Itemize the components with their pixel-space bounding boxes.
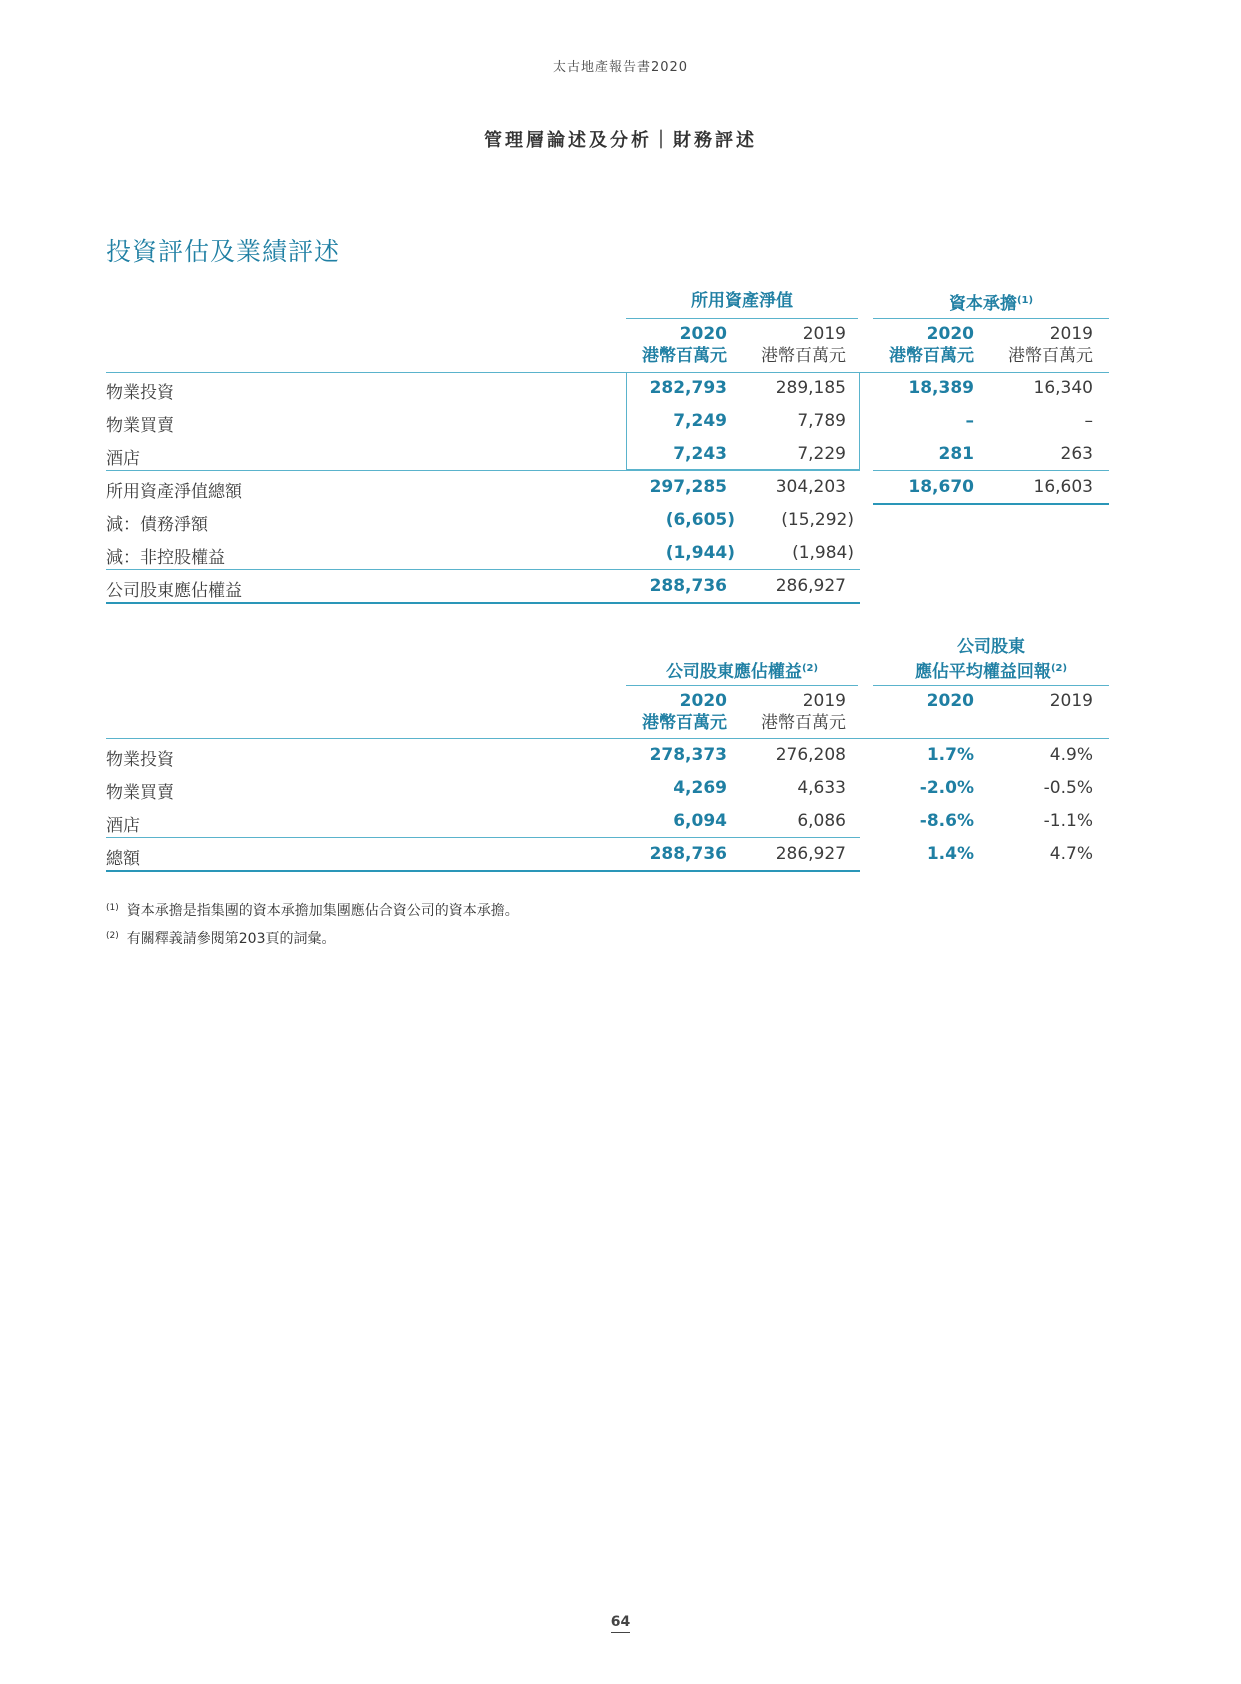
row-rule (873, 470, 1109, 471)
cell-value: -8.6% (919, 811, 974, 831)
page-number: 64 (0, 1614, 1241, 1630)
col-header-2019: 2019 港幣百萬元 (1008, 324, 1093, 366)
cell-value: 4.9% (1049, 745, 1093, 765)
cell-value: 7,249 (673, 411, 727, 431)
footnote: $^{(1)}$ 資本承擔是指集團的資本承擔加集團應佔合資公司的資本承擔。 (106, 903, 519, 919)
group-header-net-assets: 所用資產淨值 (691, 291, 793, 311)
cell-value: 278,373 (649, 745, 727, 765)
cell-value: 18,670 (908, 477, 974, 497)
footnote: $^{(2)}$ 有關釋義請參閱第203頁的詞彙。 (106, 931, 336, 947)
cell-value: 16,603 (1033, 477, 1093, 497)
header-rule (106, 372, 1109, 373)
cell-value: – (965, 411, 974, 431)
cell-value: 7,789 (797, 411, 846, 431)
cell-value: 1.7% (926, 745, 974, 765)
cell-value: 286,927 (775, 576, 846, 596)
col-header-2019: 2019 港幣百萬元 (761, 691, 846, 733)
cell-value: – (1084, 411, 1093, 431)
group-rule (626, 685, 858, 686)
cell-value: (1,944) (665, 543, 735, 563)
section-heading: 管理層論述及分析｜財務評述 (484, 130, 757, 151)
row-rule (106, 470, 860, 471)
cell-value: 1.4% (926, 844, 974, 864)
total-rule (106, 870, 860, 872)
row-rule (106, 569, 860, 570)
cell-value: 6,086 (797, 811, 846, 831)
cell-value: (15,292) (781, 510, 854, 530)
row-label: 減：非控股權益 (106, 548, 225, 568)
row-label: 所用資產淨值總額 (106, 482, 242, 502)
cell-value: 18,389 (908, 378, 974, 398)
cell-value: -0.5% (1043, 778, 1093, 798)
group-header-capital-commitments: 資本承擔$^{(1)}$ (948, 294, 1034, 314)
cell-value: 276,208 (775, 745, 846, 765)
cell-value: -2.0% (919, 778, 974, 798)
row-rule (106, 837, 860, 838)
cell-value: (6,605) (665, 510, 735, 530)
row-label: 減：債務淨額 (106, 515, 208, 535)
total-rule (106, 602, 860, 604)
cell-value: 304,203 (775, 477, 846, 497)
header-rule (106, 738, 1109, 739)
row-label: 酒店 (106, 816, 140, 836)
cell-value: 6,094 (673, 811, 727, 831)
row-label: 酒店 (106, 449, 140, 469)
cell-value: 263 (1060, 444, 1093, 464)
cell-value: 16,340 (1033, 378, 1093, 398)
cell-value: 288,736 (649, 844, 727, 864)
row-label: 公司股東應佔權益 (106, 581, 242, 601)
row-label: 物業買賣 (106, 783, 174, 803)
cell-value: -1.1% (1043, 811, 1093, 831)
group-header-return-line1: 公司股東 (957, 637, 1025, 657)
cell-value: 4,269 (673, 778, 727, 798)
cell-value: 4,633 (797, 778, 846, 798)
footnote-ref: (1) (1016, 295, 1034, 306)
cell-value: 7,243 (673, 444, 727, 464)
col-header-2019: 2019 港幣百萬元 (761, 324, 846, 366)
cell-value: 281 (938, 444, 974, 464)
footnote-ref: (2) (801, 663, 819, 674)
cell-value: (1,984) (792, 543, 854, 563)
cell-value: 4.7% (1049, 844, 1093, 864)
total-rule (873, 503, 1109, 505)
row-label: 物業投資 (106, 383, 174, 403)
group-rule (873, 318, 1109, 319)
running-title: 太古地產報告書2020 (552, 60, 689, 75)
group-rule (626, 318, 858, 319)
cell-value: 297,285 (649, 477, 727, 497)
cell-value: 289,185 (775, 378, 846, 398)
row-label: 物業投資 (106, 750, 174, 770)
row-label: 總額 (106, 849, 140, 869)
group-rule (873, 685, 1109, 686)
cell-value: 288,736 (649, 576, 727, 596)
col-header-2020: 2020 港幣百萬元 (642, 324, 727, 366)
cell-value: 286,927 (775, 844, 846, 864)
page-title: 投資評估及業績評述 (106, 237, 341, 266)
col-header-2020: 2020 (926, 691, 974, 711)
col-header-2020: 2020 港幣百萬元 (889, 324, 974, 366)
cell-value: 7,229 (797, 444, 846, 464)
row-label: 物業買賣 (106, 416, 174, 436)
cell-value: 282,793 (649, 378, 727, 398)
col-header-2020: 2020 港幣百萬元 (642, 691, 727, 733)
group-header-return-line2: 應佔平均權益回報$^{(2)}$ (914, 662, 1068, 682)
group-header-equity: 公司股東應佔權益$^{(2)}$ (665, 662, 819, 682)
col-header-2019: 2019 (1049, 691, 1093, 711)
footnote-ref: (2) (1050, 663, 1068, 674)
